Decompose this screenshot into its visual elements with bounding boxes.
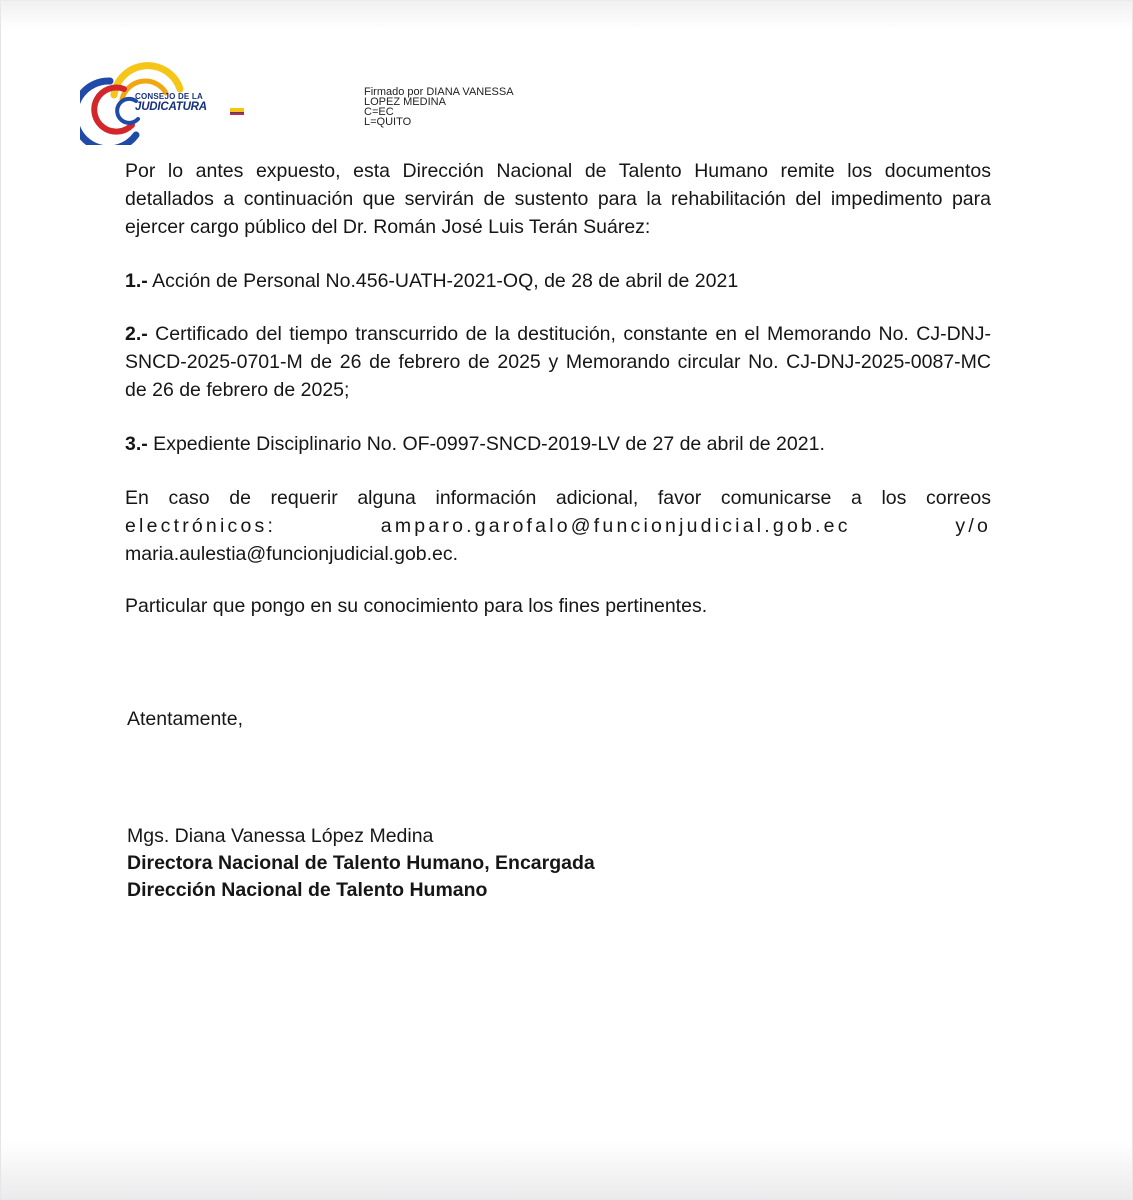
item-number: 2.- bbox=[125, 323, 148, 345]
consejo-judicatura-logo bbox=[80, 55, 240, 145]
logo-line-2: JUDICATURA bbox=[135, 101, 207, 113]
document-item-2 bbox=[125, 320, 991, 404]
item-number: 3.- bbox=[125, 433, 148, 455]
stamp-line: LOPEZ MEDINA bbox=[364, 96, 446, 108]
signer-department: Dirección Nacional de Talento Humano bbox=[127, 879, 488, 901]
top-shadow bbox=[0, 0, 1133, 30]
item-text: Certificado del tiempo transcurrido de la destitución, constante en el Memorando No. CJ-DNJ-SNCD-2025-0701-M de 26 de febrero de 2025 y Memorando circular No. CJ-DNJ-2025-0087-MC de 26 de febrero de 2025; bbox=[125, 323, 991, 401]
stamp-line: L=QUITO bbox=[364, 116, 412, 128]
signer-title: Directora Nacional de Talento Humano, Encargada bbox=[127, 852, 595, 874]
contact-line-3: maria.aulestia@funcionjudicial.gob.ec. bbox=[125, 543, 459, 565]
stamp-line: Firmado por DIANA VANESSA bbox=[364, 86, 514, 98]
contact-line-1: En caso de requerir alguna información adicional, favor comunicarse a los correos bbox=[125, 487, 991, 509]
intro-paragraph: Por lo antes expuesto, esta Dirección Nacional de Talento Humano remite los documentos detallados a continuación que servirán de sustento para la rehabilitación del impedimento para ejercer cargo público del Dr. Román José Luis Terán Suárez: bbox=[125, 160, 991, 238]
contact-line-2: electrónicos: amparo.garofalo@funcionjudicial.gob.ec y/o bbox=[125, 515, 991, 537]
signature-block bbox=[127, 823, 595, 904]
item-text: Expediente Disciplinario No. OF-0997-SNCD-2019-LV de 27 de abril de 2021. bbox=[147, 433, 825, 455]
logo-wordmark bbox=[135, 93, 207, 114]
document-item-1 bbox=[125, 267, 991, 295]
stamp-line: C=EC bbox=[364, 106, 394, 118]
digital-signature-stamp bbox=[364, 87, 514, 127]
signer-name: Mgs. Diana Vanessa López Medina bbox=[127, 825, 434, 847]
document-item-3 bbox=[125, 430, 991, 458]
closing-paragraph: Particular que pongo en su conocimiento para los fines pertinentes. bbox=[125, 595, 708, 617]
ecuador-flag-icon bbox=[230, 108, 244, 115]
regards-text: Atentamente, bbox=[127, 708, 243, 730]
bottom-shadow bbox=[0, 1140, 1133, 1200]
item-number: 1.- bbox=[125, 270, 148, 292]
logo-line-1: CONSEJO DE LA bbox=[135, 92, 203, 101]
item-text: Acción de Personal No.456-UATH-2021-OQ, de 28 de abril de 2021 bbox=[147, 270, 739, 292]
contact-paragraph bbox=[125, 484, 991, 568]
